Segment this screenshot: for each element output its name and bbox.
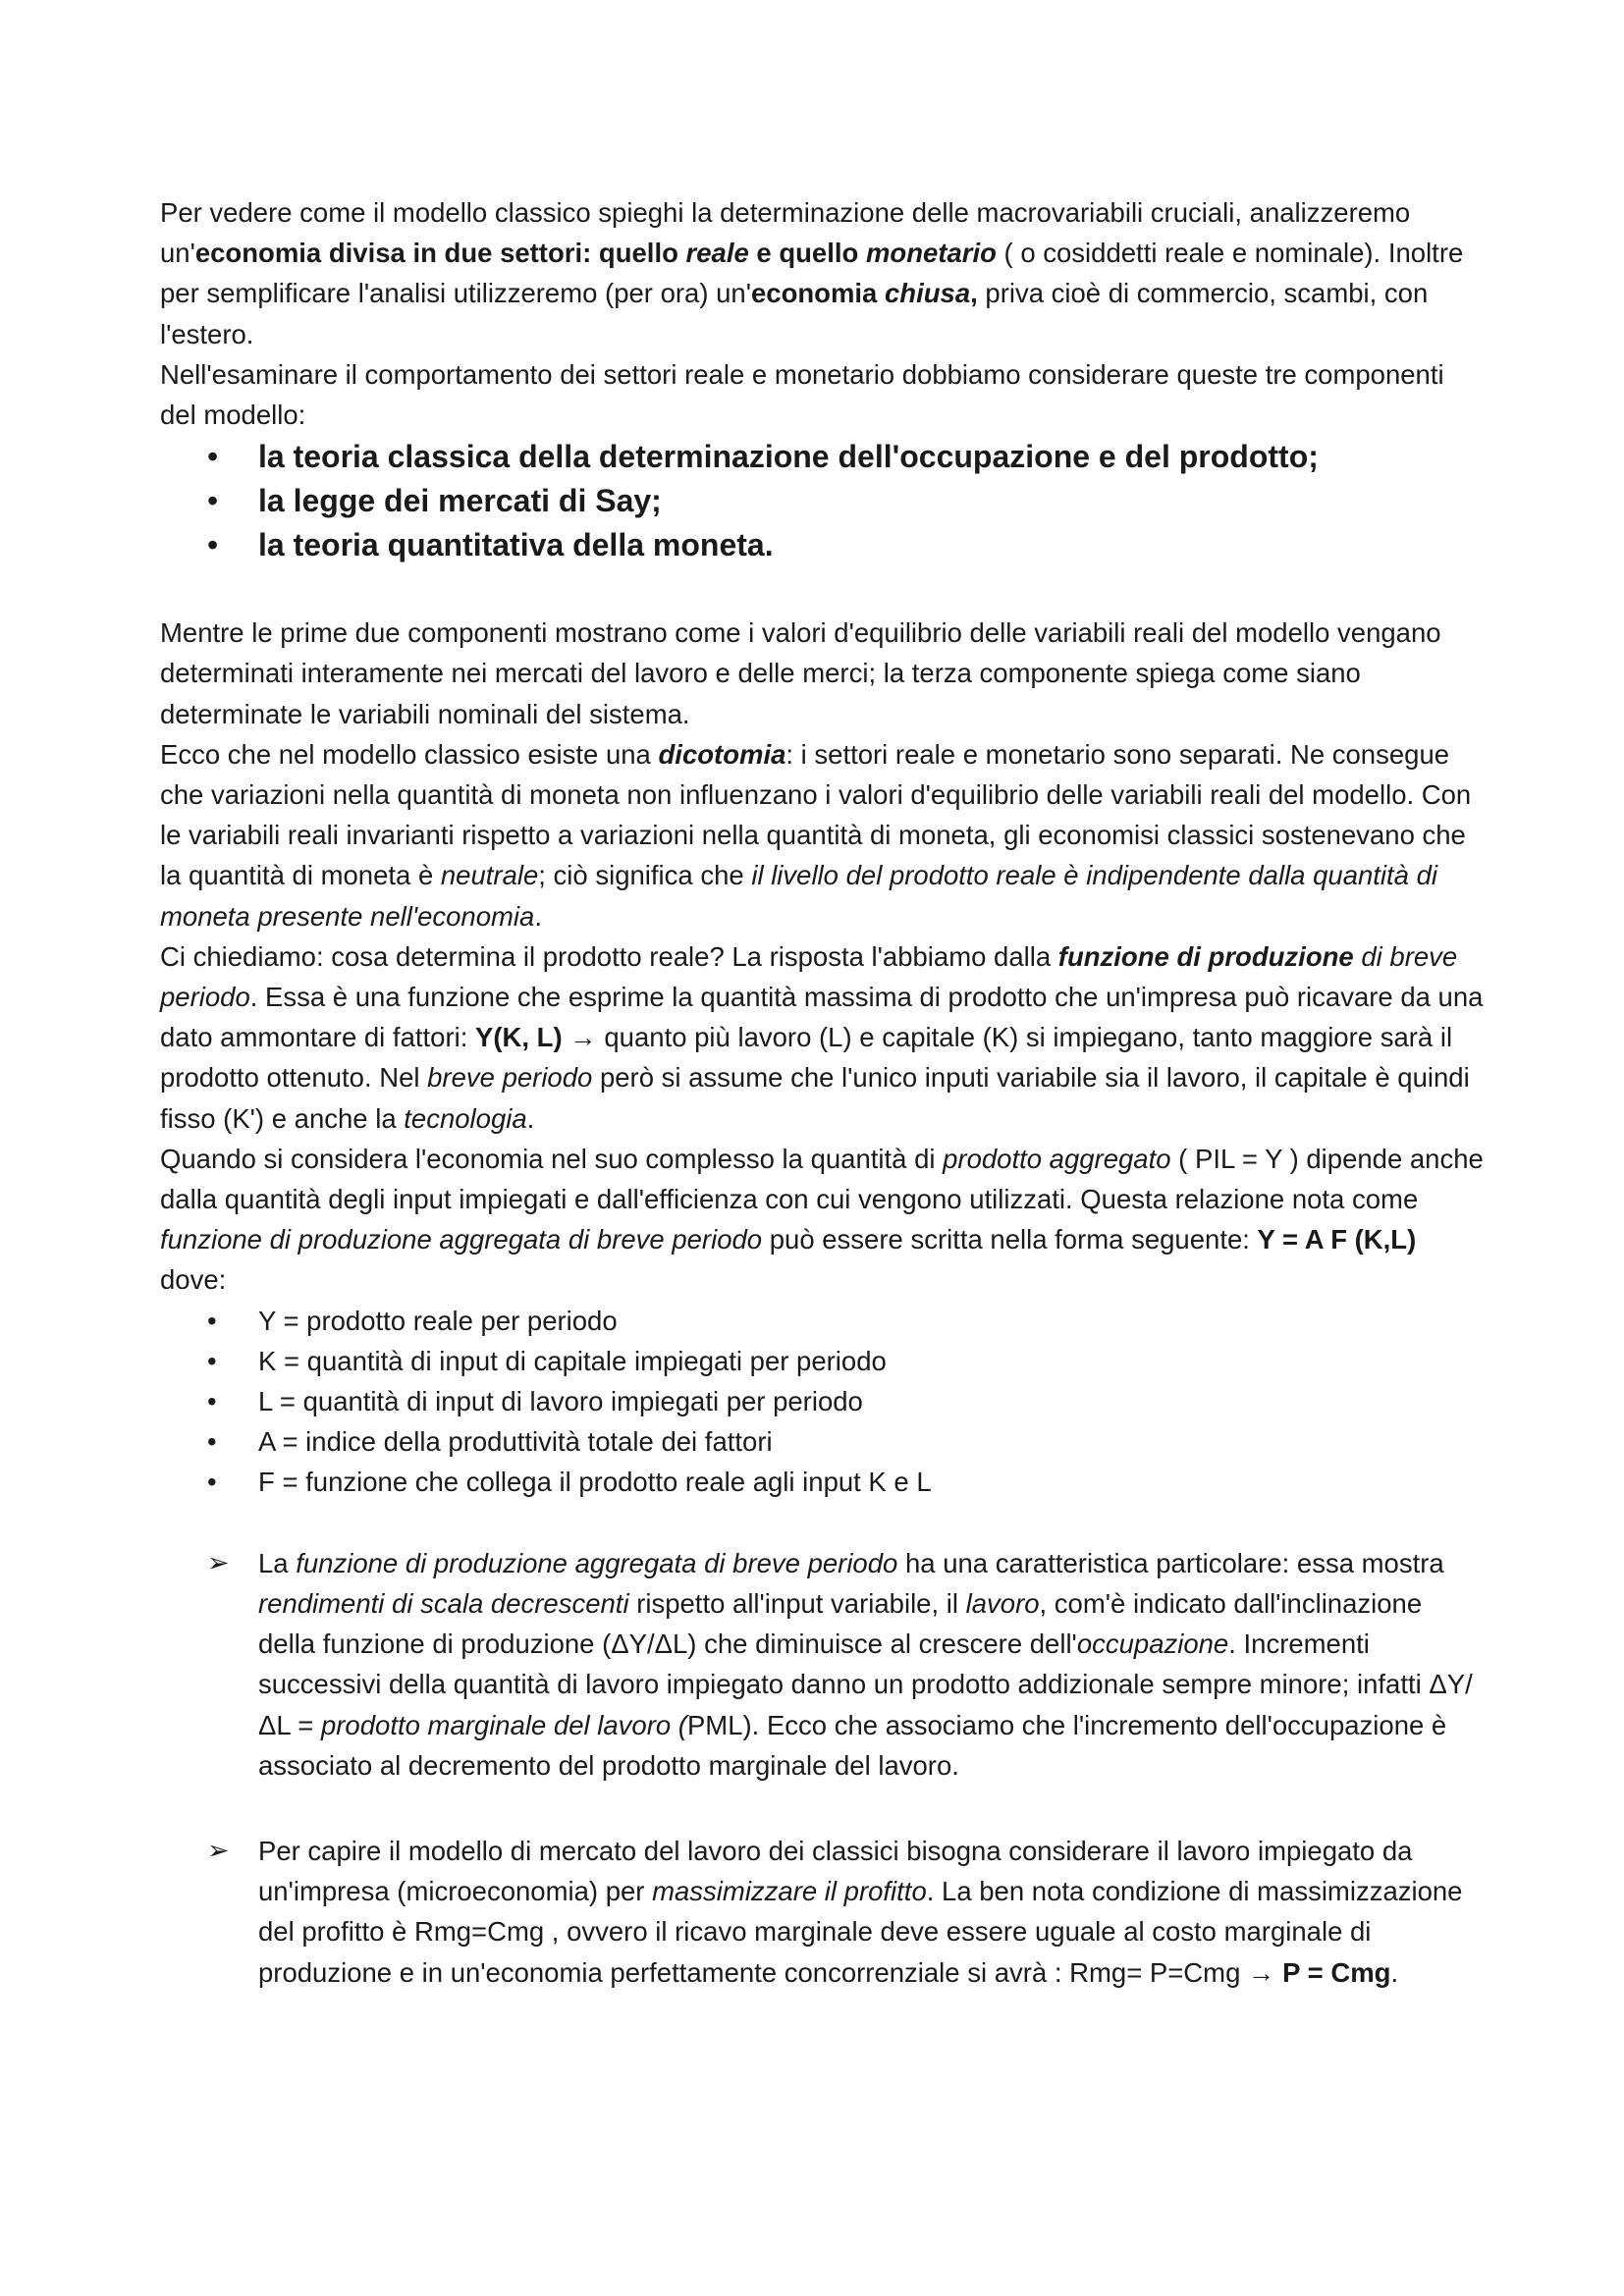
text: rispetto all'input variabile, il [628,1587,966,1619]
paragraph-production-function [160,936,1486,1139]
text: → quanto più lavoro (L) e capitale (K) si impiegano, tanto maggiore sarà il prodotto ottenuto. Nel [160,1022,1453,1094]
definitions-list [160,1301,1486,1503]
definition-item: • L = quantità di input di lavoro impiegati per periodo [160,1381,1486,1421]
text-bold-italic: chiusa [885,278,971,309]
text-italic: prodotto marginale del lavoro ( [320,1709,687,1740]
text-bold-italic: monetario [865,238,997,269]
text: Ci chiediamo: cosa determina il prodotto reale? La risposta l'abbiamo dalla [160,940,1058,972]
arrow-point-1 [160,1543,1486,1786]
definition-item: • Y = prodotto reale per periodo [160,1301,1486,1341]
paragraph-dichotomy [160,734,1486,936]
text: Quando si considera l'economia nel suo complesso la quantità di [160,1143,944,1174]
label-dove: dove: [160,1264,227,1296]
text-bold: , [970,278,978,309]
text-bold: e quello [748,238,866,269]
text: Per capire il modello di mercato del lavoro dei classici bisogna considerare il lavoro impiegato da un'impresa (microeconomia) per [258,1835,1413,1907]
definition-item: • F = funzione che collega il prodotto reale agli input K e L [160,1462,1486,1502]
component-item: • la teoria classica della determinazione dell'occupazione e del prodotto; [160,435,1486,479]
text-italic: breve periodo [427,1062,593,1094]
document-page [160,192,1486,1993]
components-list [160,435,1486,567]
text-italic: prodotto aggregato [943,1143,1171,1174]
text: La [258,1547,297,1578]
text: però si assume che l'unico inputi variabile sia il lavoro, il capitale è quindi fisso (K') e anche la [160,1062,1470,1134]
text-italic: occupazione [1076,1629,1229,1660]
text: : i settori reale e monetario sono separati. Ne consegue che variazioni nella quantità di moneta non influenzano i valori d'equilibrio delle variabili reali del modello. Con le variabili reali invarianti rispetto a variazioni nella quantità di moneta, gli economisi classici sostenevano che la quantità di moneta è [160,738,1472,891]
text: . [534,900,542,932]
intro-paragraph-2: Nell'esaminare il comportamento dei settori reale e monetario dobbiamo considerare queste tre componenti del modello: [160,358,1444,431]
formula: P = Cmg [1282,1956,1391,1988]
paragraph-aggregate-product [160,1139,1486,1260]
text-italic: funzione di produzione aggregata di breve periodo [296,1547,898,1578]
component-item: • la teoria quantitativa della moneta. [160,523,1486,567]
text-italic: lavoro [965,1587,1040,1619]
text: ; ciò significa che [538,860,752,891]
text-italic: massimizzare il profitto [652,1876,927,1907]
text-bold: economia [750,278,885,309]
definition-item: • A = indice della produttività totale dei fattori [160,1421,1486,1462]
text: ( o cosiddetti reale e nominale). Inoltre per semplificare l'analisi utilizzeremo (per ora) un' [160,238,1464,309]
text: può essere scritta nella forma seguente: [762,1224,1258,1255]
text-bold: economia divisa in due settori: quello [194,238,686,269]
text-italic: neutrale [440,860,539,891]
text: Per vedere come il modello classico spieghi la determinazione delle macrovariabili cruciali, analizzeremo un' [160,197,1411,269]
text: . Incrementi successivi della quantità di lavoro impiegato danno un prodotto addizionale sempre minore; infatti ΔY/ΔL = [258,1629,1473,1740]
arrow-bullet-icon: ➢ [207,1835,230,1865]
text: priva cioè di commercio, scambi, con l'estero. [160,278,1429,349]
text: ( PIL = Y ) dipende anche dalla quantità degli input impiegati e dall'efficienza con cui vengono utilizzati. Questa relazione nota come [160,1143,1484,1215]
text-bold-italic: funzione di produzione [1057,940,1354,972]
text-bold-italic: dicotomia [658,738,786,770]
text-italic: tecnologia [404,1102,527,1134]
arrow-point-2 [160,1831,1486,1993]
text: . [526,1102,535,1134]
text: . [1390,1956,1399,1988]
definition-item: • K = quantità di input di capitale impiegati per periodo [160,1341,1486,1381]
text: PML). Ecco che associamo che l'incremento dell'occupazione è associato al decremento del prodotto marginale del lavoro. [258,1709,1447,1781]
intro-paragraph [160,192,1486,354]
text: . Essa è una funzione che esprime la quantità massima di prodotto che un'impresa può ricavare da una dato ammontare di fattori: [160,982,1484,1053]
formula: Y = A F (K,L) [1257,1224,1417,1255]
text: . La ben nota condizione di massimizzazione del profitto è Rmg=Cmg , ovvero il ricavo marginale deve essere uguale al costo marginale di produzione e in un'economia perfettamente concorrenziale si avrà : Rmg= P=Cmg → [258,1876,1463,1988]
text-italic: rendimenti di scala decrescenti [258,1587,629,1619]
text-italic: di breve periodo [160,940,1458,1013]
paragraph-equilibrium: Mentre le prime due componenti mostrano come i valori d'equilibrio delle variabili reali del modello vengano determinati interamente nei mercati del lavoro e delle merci; la terza componente spiega come siano determinate le variabili nominali del sistema. [160,617,1441,729]
text-bold: Y(K, L) [475,1022,563,1053]
text-bold-italic: reale [685,238,749,269]
text: , com'è indicato dall'inclinazione della funzione di produzione (ΔY/ΔL) che diminuisce al crescere dell' [258,1587,1423,1660]
arrow-bullet-icon: ➢ [207,1547,230,1577]
text: ha una caratteristica particolare: essa mostra [897,1547,1444,1578]
text: Ecco che nel modello classico esiste una [160,738,659,770]
component-item: • la legge dei mercati di Say; [160,479,1486,523]
text-italic: funzione di produzione aggregata di breve periodo [160,1224,763,1255]
text-italic: il livello del prodotto reale è indipendente dalla quantità di moneta presente nell'economia [160,860,1438,932]
